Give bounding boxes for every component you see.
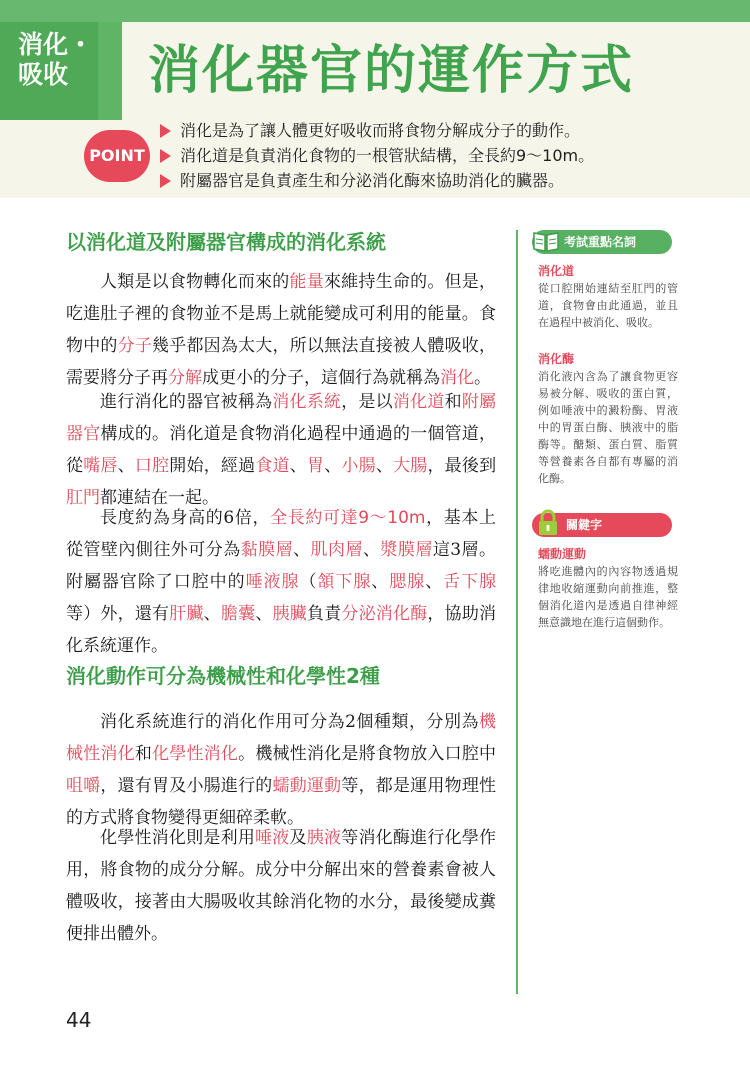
highlighted-term: 黏膜層 — [240, 540, 294, 560]
body-text: 人類是以食物轉化而來的 — [100, 272, 290, 292]
body-text: 來維持生命的。但是，吃進肚子裡的食物並不是馬上就能變成可利用的能量。食物中的 — [66, 272, 497, 356]
body-text: 都連結在一起。 — [100, 488, 219, 508]
highlighted-term: 舌下腺 — [443, 572, 497, 592]
highlighted-term: 漿膜層 — [380, 540, 433, 560]
page-title: 消化器官的運作方式 — [148, 41, 635, 101]
body-text: ，協助消化系統運作。 — [66, 604, 497, 656]
term-title: 蠕動運動 — [538, 547, 587, 561]
keyword-label-text: 關鍵字 — [566, 518, 603, 532]
highlighted-term: 食道 — [255, 456, 290, 476]
body-text: 、 — [289, 456, 307, 476]
body-text: 等消化酶進行化學作用，將食物的成分分解。成分中分解出來的營養素會被人體吸收，接著由大腸吸收其餘消化物的水分，最後變成糞便排出體外。 — [66, 828, 497, 944]
highlighted-term: 機械性消化 — [66, 712, 496, 764]
body-text: 、 — [375, 456, 394, 476]
highlighted-term: 嘴唇 — [83, 456, 118, 476]
highlighted-term: 肝臟 — [169, 604, 204, 624]
body-text: ，最後到 — [427, 456, 497, 476]
exam-terms-label-text: 考試重點名詞 — [564, 235, 637, 249]
highlighted-term: 分泌消化酶 — [341, 604, 428, 624]
highlighted-term: 分解 — [168, 368, 202, 388]
body-text: 消化系統進行的消化作用可分為2個種類，分別為 — [100, 712, 479, 732]
page-number: 44 — [66, 1008, 92, 1032]
point-text: 消化道是負責消化食物的一根管狀結構，全長約9～10m。 — [180, 146, 595, 165]
highlighted-term: 唾液 — [255, 828, 290, 848]
body-text: 等）外，還有 — [66, 604, 170, 624]
body-text: ，基本上從管壁內側往外可分為 — [66, 508, 497, 560]
point-item — [160, 118, 594, 143]
body-text: 幾乎都因為太大，所以無法直接被人體吸收，需要將分子再 — [66, 336, 497, 388]
body-text: 、 — [293, 540, 311, 560]
highlighted-term: 消化系統 — [272, 392, 342, 412]
paragraph — [66, 706, 496, 834]
exam-terms-label — [532, 230, 672, 254]
highlighted-term: 消化 — [440, 368, 474, 388]
point-badge: POINT — [84, 130, 150, 182]
body-text: 、 — [362, 540, 381, 560]
highlighted-term: 頷下腺 — [317, 572, 372, 592]
triangle-arrow-icon — [160, 124, 171, 138]
term-title: 消化道 — [538, 264, 575, 278]
highlighted-term: 蠕動運動 — [272, 776, 342, 796]
highlighted-term: 咀嚼 — [66, 776, 101, 796]
paragraph — [66, 266, 496, 394]
highlighted-term: 能量 — [289, 272, 324, 292]
term-title: 消化酶 — [538, 352, 575, 366]
term-description: 從口腔開始連結至肛門的管道，食物會由此通過，並且在過程中被消化、吸收。 — [538, 282, 678, 329]
body-text: 成更小的分子，這個行為就稱為 — [202, 368, 440, 388]
highlighted-term: 胰臟 — [272, 604, 307, 624]
paragraph — [66, 822, 496, 950]
body-text: 、 — [425, 572, 444, 592]
body-text: 等，都是運用物理性的方式將食物變得更細碎柔軟。 — [66, 776, 497, 828]
highlighted-term: 口腔 — [134, 456, 170, 476]
point-item — [160, 168, 594, 193]
category-line-2: 吸收 — [18, 60, 69, 89]
highlighted-term: 附屬器官 — [66, 392, 497, 444]
top-green-strip — [0, 0, 750, 22]
body-text: 、 — [371, 572, 390, 592]
term-description: 消化液內含為了讓食物更容易被分解、吸收的蛋白質，例如唾液中的澱粉酶、胃液中的胃蛋白酶、胰液中的脂酶等。醣類、蛋白質、脂質等營養素各自都有專屬的消化酶。 — [538, 370, 678, 485]
point-text: 附屬器官是負責產生和分泌消化酶來協助消化的臟器。 — [180, 171, 565, 190]
body-text: 及 — [289, 828, 307, 848]
body-text: ，是以 — [341, 392, 393, 412]
column-divider — [516, 230, 518, 994]
body-text: （ — [299, 572, 318, 592]
section-heading-digestion-types: 消化動作可分為機械性和化學性2種 — [66, 664, 380, 688]
body-text: 和 — [134, 744, 153, 764]
book-icon — [532, 228, 560, 254]
highlighted-term: 胃 — [306, 456, 325, 476]
body-text: 、 — [203, 604, 221, 624]
triangle-arrow-icon — [160, 149, 171, 163]
body-text: 。機械性消化是將食物放入口腔中 — [238, 744, 497, 764]
body-text: 和 — [444, 392, 462, 412]
point-text: 消化是為了讓人體更好吸收而將食物分解成分子的動作。 — [180, 121, 581, 140]
highlighted-term: 消化道 — [392, 392, 445, 412]
highlighted-term: 胰液 — [306, 828, 342, 848]
category-line-1: 消化・ — [18, 30, 94, 59]
highlighted-term: 腮腺 — [389, 572, 426, 592]
triangle-arrow-icon — [160, 174, 171, 188]
lock-icon — [536, 509, 560, 537]
body-text: 進行消化的器官被稱為 — [100, 392, 273, 412]
point-item — [160, 143, 594, 168]
term-description: 將吃進體內的內容物透過規律地收縮運動向前推進，整個消化道內是透過自律神經無意識地在進行這個動作。 — [538, 565, 678, 629]
body-text: 、 — [117, 456, 135, 476]
highlighted-term: 肌肉層 — [310, 540, 363, 560]
body-text: 負責 — [306, 604, 342, 624]
highlighted-term: 大腸 — [393, 456, 428, 476]
body-text: 構成的。消化道是食物消化過程中通過的一個管道，從 — [66, 424, 497, 476]
point-list — [160, 118, 594, 193]
paragraph — [66, 386, 496, 514]
keyword-label — [532, 513, 672, 537]
category-tab-label — [18, 30, 93, 90]
highlighted-term: 肛門 — [66, 488, 100, 508]
highlighted-term: 唾液腺 — [245, 572, 300, 592]
body-text: 開始，經過 — [169, 456, 256, 476]
section-heading-digestive-system: 以消化道及附屬器官構成的消化系統 — [66, 230, 386, 254]
highlighted-term: 分子 — [117, 336, 153, 356]
body-text: 化學性消化則是利用 — [100, 828, 256, 848]
body-text: 、 — [255, 604, 273, 624]
body-text: 。 — [474, 368, 491, 388]
highlighted-term: 全長約可達9～10m — [270, 508, 426, 528]
paragraph — [66, 502, 496, 662]
body-text: 這3層。附屬器官除了口腔中的 — [66, 540, 497, 592]
body-text: ，還有胃及小腸進行的 — [100, 776, 273, 796]
highlighted-term: 化學性消化 — [152, 744, 239, 764]
body-text: 長度約為身高的6倍， — [100, 508, 271, 528]
highlighted-term: 小腸 — [341, 456, 376, 476]
body-text: 、 — [324, 456, 342, 476]
highlighted-term: 膽囊 — [220, 604, 256, 624]
